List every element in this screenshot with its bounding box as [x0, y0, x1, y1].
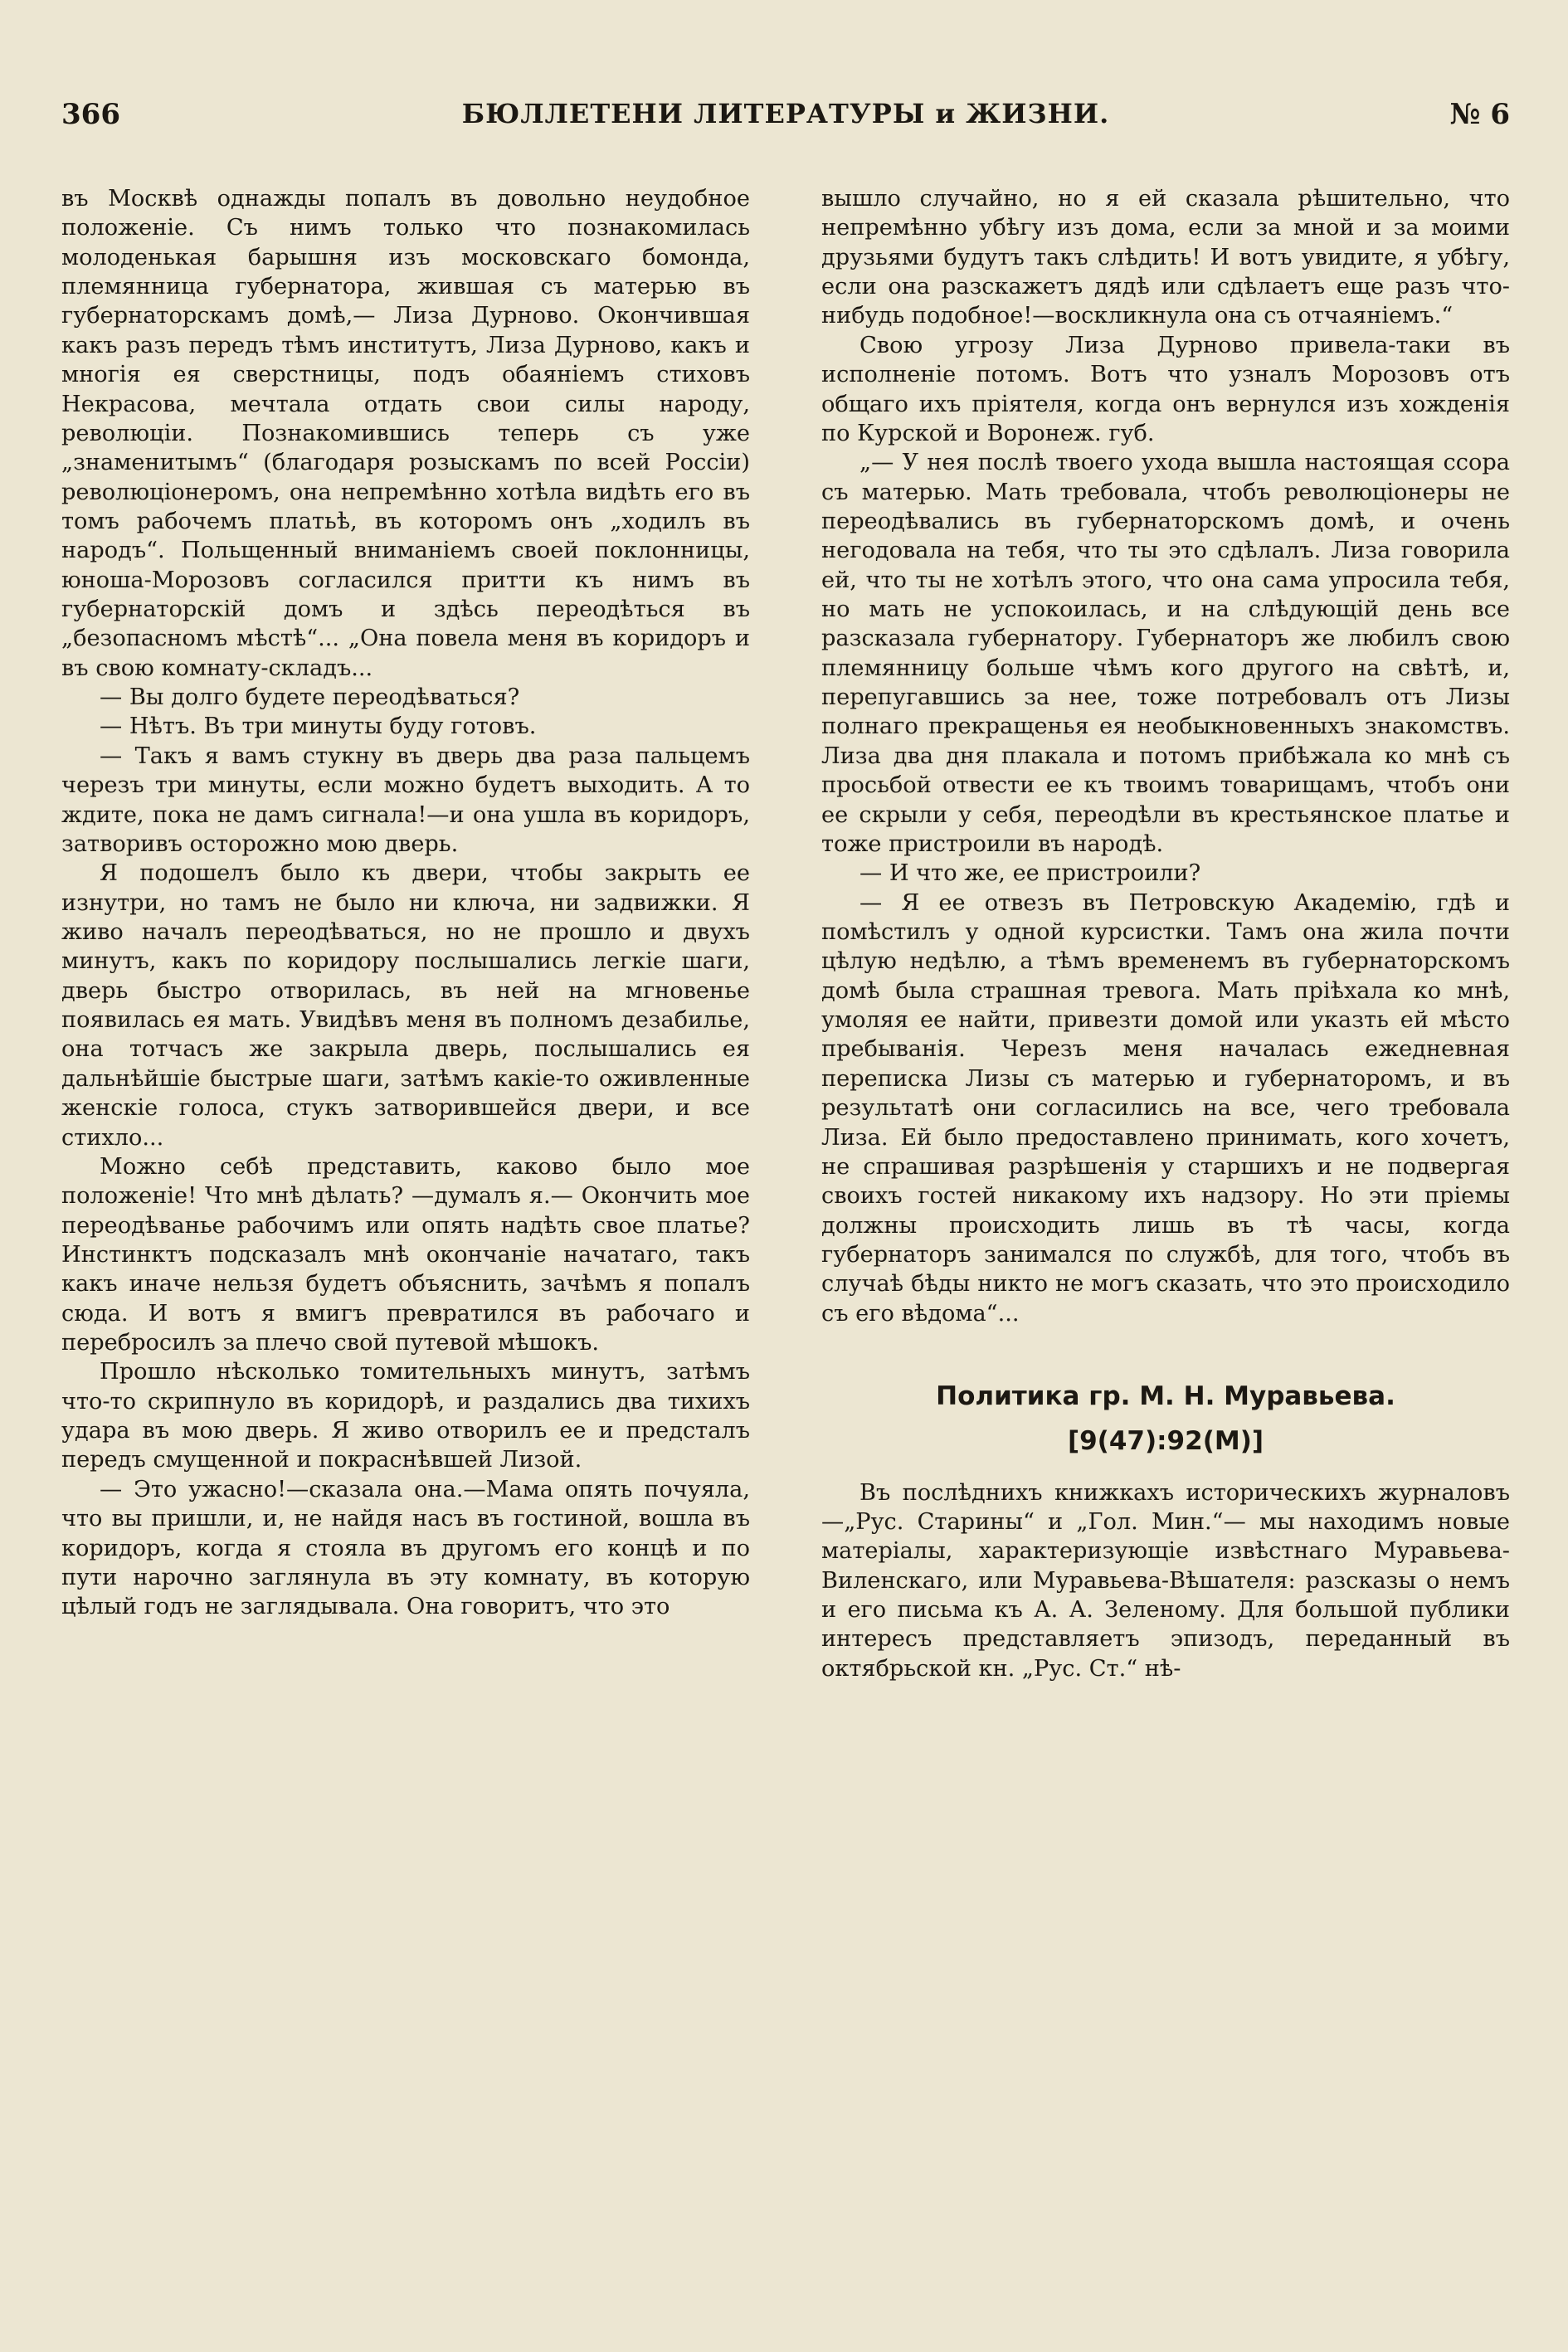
paragraph: „— У нея послѣ твоего ухода вышла настоящая ссора съ матерью. Мать требовала, чтобъ революціонеры не переодѣвались въ губернаторскомъ домѣ, и очень негодовала на тебя, что ты это сдѣлалъ. Лиза говорила ей, что ты не хотѣлъ этого, что она сама упросила тебя, но мать не успокоилась, и на слѣдующій день все разсказала губернатору. Губернаторъ же любилъ свою племянницу больше чѣмъ кого другого на свѣтѣ, и, перепугавшись за нее, тоже потребовалъ отъ Лизы полнаго прекращенья ея необыкновенныхъ знакомствъ. Лиза два дня плакала и потомъ прибѣжала ко мнѣ съ просьбой отвести ее къ твоимъ товарищамъ, чтобъ они ее скрыли у себя, переодѣли въ крестьянское платье и тоже пристроили въ народѣ. [821, 450, 1510, 857]
page-number: 366 [61, 98, 120, 131]
paragraph: Въ послѣднихъ книжкахъ историческихъ журналовъ —„Рус. Старины“ и „Гол. Мин.“— мы находимъ новые матеріалы, характеризующіе извѣстнаго Муравьева-Виленскаго, или Муравьева-Вѣшателя: разсказы о немъ и его письма къ А. А. Зеленому. Для большой публики интересъ представляетъ эпизодъ, переданный въ октябрьской кн. „Рус. Ст.“ нѣ- [821, 1479, 1510, 1682]
page-header [61, 98, 1510, 148]
running-title: БЮЛЛЕТЕНИ ЛИТЕРАТУРЫ и ЖИЗНИ. [461, 98, 1110, 129]
paragraph: Прошло нѣсколько томительныхъ минутъ, затѣмъ что-то скрипнуло въ коридорѣ, и раздались два тихихъ удара въ мою дверь. Я живо отворилъ ее и предсталъ передъ смущенной и покраснѣвшей Лизой. [61, 1359, 750, 1473]
paragraph: — Нѣтъ. Въ три минуты буду готовъ. [100, 713, 537, 740]
paragraph: — И что же, ее пристроили? [859, 860, 1201, 887]
right-column [821, 184, 1510, 2308]
issue-number: № 6 [1449, 98, 1510, 131]
paragraph: — Это ужасно!—сказала она.—Мама опять почуяла, что вы пришли, и, не найдя насъ въ гостиной, вошла въ коридоръ, когда я стояла въ другомъ его концѣ и по пути нарочно заглянула въ эту комнату, въ которую цѣлый годъ не заглядывала. Она говоритъ, что это [61, 1476, 750, 1620]
paragraph: Я подошелъ было къ двери, чтобы закрыть ее изнутри, но тамъ не было ни ключа, ни задвижки. Я живо началъ переодѣваться, но не прошло и двухъ минутъ, какъ по коридору послышались легкіе шаги, дверь быстро отворилась, въ ней на мгновенье появилась ея мать. Увидѣвъ меня въ полномъ дезабилье, она тотчасъ же закрыла дверь, послышались ея дальнѣйшіе быстрые шаги, затѣмъ какіе-то оживленные женскіе голоса, стукъ затворившейся двери, и все стихло... [61, 860, 750, 1151]
paragraph: — Вы долго будете переодѣваться? [100, 684, 520, 711]
paragraph: вышло случайно, но я ей сказала рѣшительно, что непремѣнно убѣгу изъ дома, если за мной и за моими друзьями будутъ такъ слѣдить! И вотъ увидите, я убѣгу, если она разскажетъ дядѣ или сдѣлаетъ еще разъ что-нибудь подобное!—воскликнула она съ отчаяніемъ.“ [821, 186, 1510, 329]
section-heading: Политика гр. М. Н. Муравьева. [936, 1381, 1395, 1412]
left-column [61, 184, 750, 2308]
text-columns [61, 184, 1510, 2319]
paragraph: Свою угрозу Лиза Дурново привела-таки въ исполненіе потомъ. Вотъ что узналъ Морозовъ отъ общаго ихъ пріятеля, когда онъ вернулся изъ хожденія по Курской и Воронеж. губ. [821, 332, 1510, 446]
section-classification-code: [9(47):92(М)] [1067, 1426, 1264, 1457]
paragraph: Можно себѣ представить, каково было мое положеніе! Что мнѣ дѣлать? —думалъ я.— Окончить мое переодѣванье рабочимъ или опять надѣть свое платье? Инстинктъ подсказалъ мнѣ окончаніе начатаго, такъ какъ иначе нельзя будетъ объяснить, зачѣмъ я попалъ сюда. И вотъ я вмигъ превратился въ рабочаго и перебросилъ за плечо свой путевой мѣшокъ. [61, 1153, 750, 1356]
paragraph: — Я ее отвезъ въ Петровскую Академію, гдѣ и помѣстилъ у одной курсистки. Тамъ она жила почти цѣлую недѣлю, а тѣмъ временемъ въ губернаторскомъ домѣ была страшная тревога. Мать пріѣхала ко мнѣ, умоляя ее найти, привезти домой или указть ей мѣсто пребыванія. Черезъ меня началась ежедневная переписка Лизы съ матерью и губернаторомъ, и въ результатѣ они согласились на все, чего требовала Лиза. Ей было предоставлено принимать, кого хочетъ, не спрашивая разрѣшенія у старшихъ и не подвергая своихъ гостей никакому ихъ надзору. Но эти пріемы должны происходить лишь въ тѣ часы, когда губернаторъ занимался по службѣ, для того, чтобъ въ случаѣ бѣды никто не могъ сказать, что это происходило съ его вѣдома“... [821, 889, 1510, 1327]
paragraph: — Такъ я вамъ стукну въ дверь два раза пальцемъ черезъ три минуты, если можно будетъ выходить. А то ждите, пока не дамъ сигнала!—и она ушла въ коридоръ, затворивъ осторожно мою дверь. [61, 743, 750, 857]
paragraph: въ Москвѣ однажды попалъ въ довольно неудобное положеніе. Съ нимъ только что познакомилась молоденькая барышня изъ московскаго бомонда, племянница губернатора, жившая съ матерью въ губернаторскамъ домѣ,— Лиза Дурново. Окончившая какъ разъ передъ тѣмъ институтъ, Лиза Дурново, какъ и многія ея сверстницы, подъ обаяніемъ стиховъ Некрасова, мечтала отдать свои силы народу, революціи. Познакомившись теперь съ уже „знаменитымъ“ (благодаря розыскамъ по всей Россіи) революціонеромъ, она непремѣнно хотѣла видѣть его въ томъ рабочемъ платьѣ, въ которомъ онъ „ходилъ въ народъ“. Польщенный вниманіемъ своей поклонницы, юноша-Морозовъ согласился притти къ нимъ въ губернаторскій домъ и здѣсь переодѣться въ „безопасномъ мѣстѣ“... „Она повела меня въ коридоръ и въ свою комнату-складъ... [61, 186, 750, 681]
